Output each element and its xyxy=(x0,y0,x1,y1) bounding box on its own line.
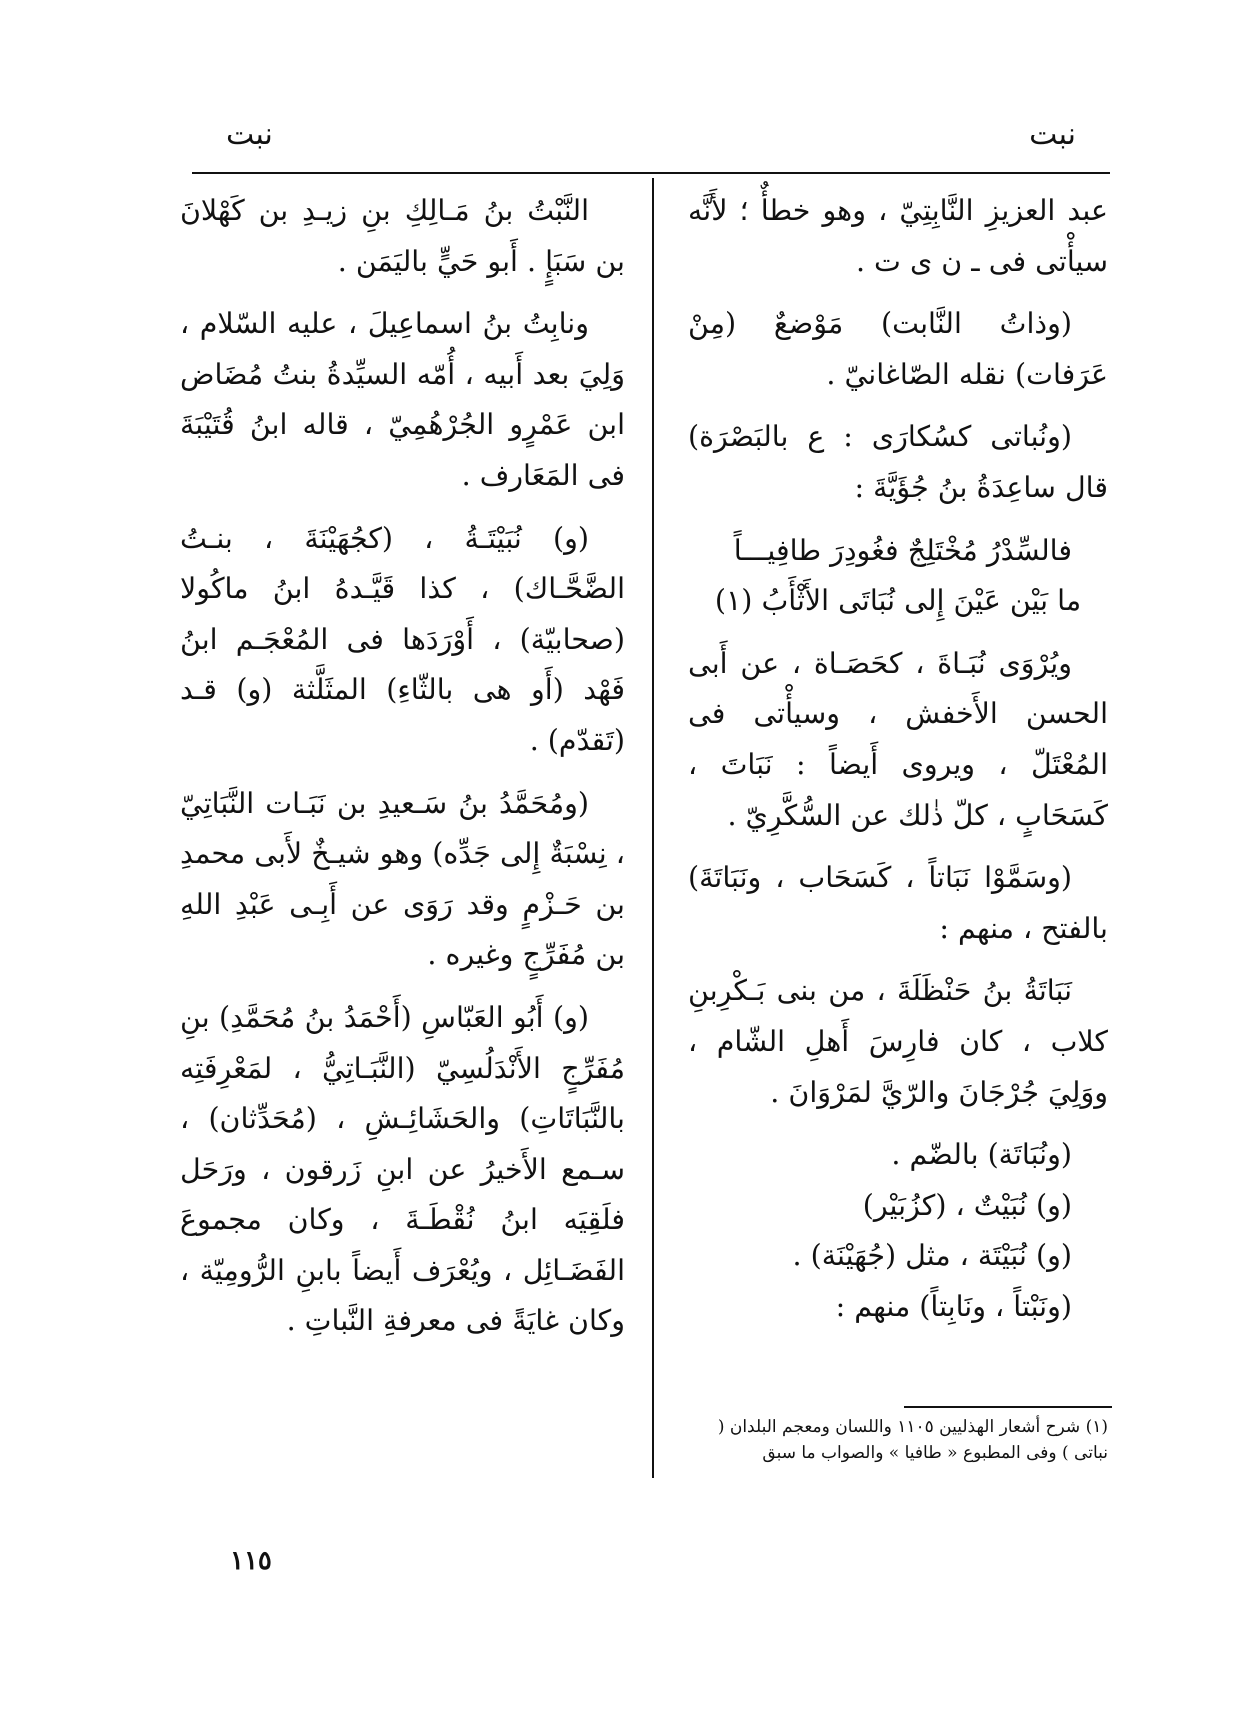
paragraph: ونابِتُ بنُ اسماعِيلَ ، عليه السّلام ، وَلِيَ بعد أَبيه ، أُمّه السيِّدةُ بنتُ مُضَاض ابن عَمْرٍو الجُرْهُمِيّ ، قاله ابنُ قُتَيْبَةَ فى المَعَارف . xyxy=(180,307,625,492)
paragraph: (و) أَبُو العَبّاسِ (أَحْمَدُ بنُ مُحَمَّدِ) بنِ مُفَرِّجٍ الأَنْدَلُسِيّ (النَّبَـاتِيُّ ، لمَعْرِفَتِه بالنَّبَاتَاتِ) والحَشَائِـشِ ، (مُحَدِّثان) ، سـمع الأَخيرُ عن ابنِ زَرقون ، ورَحَل فلَقِيَه ابنُ نُقْطَـةَ ، وكان مجموعَ الفَضَـائِل ، ويُعْرَف أَيضاً بابنِ الرُّومِيّة ، وكان غايَةً فى معرفةِ النَّباتِ . xyxy=(180,1000,625,1338)
right-column xyxy=(688,186,1108,1344)
paragraph: (ومُحَمَّدُ بنُ سَـعيدِ بن نَبَـات النَّبَاتِيّ ، نِسْبَةٌ إِلى جَدِّه) وهو شيـخٌ لأَبى محمدِ بن حَـزْمٍ وقد رَوَى عن أَبِـى عَبْدِ اللهِ بن مُفَرِّجٍ وغيره . xyxy=(180,786,625,972)
left-column xyxy=(180,186,625,1359)
header-rule xyxy=(192,172,1110,174)
paragraph: (وذاتُ النَّابت) مَوْضعٌ (مِنْ عَرَفات) نقله الصّاغانيّ . xyxy=(688,307,1108,391)
paragraph: ويُرْوَى نُبَـاةَ ، كحَصَـاة ، عن أَبى الحسن الأَخفش ، وسيأْتى فى المُعْتَلّ ، ويروى أَيضاً : نَبَاتَ ، كَسَحَابٍ ، كلّ ذٰلك عن السُّكَّرِيّ . xyxy=(688,646,1108,832)
paragraph: (ونُباتى كسُكارَى : ع بالبَصْرَة) قال ساعِدَةُ بنُ جُؤَيَّةَ : xyxy=(688,420,1108,504)
paragraph: عبد العزيزِ النَّابِتِيّ ، وهو خطأٌ ؛ لأَنَّه سيأْتى فى ـ ن ى ت . xyxy=(688,194,1108,278)
paragraph: (وسَمَّوْا نَبَاتاً ، كَسَحَاب ، ونَبَاتَةَ) بالفتح ، منهم : xyxy=(688,861,1108,945)
paragraph: نَبَاتَةُ بنُ حَنْظَلَةَ ، من بنى بَـكْرِبنِ كلاب ، كان فارِسَ أَهلِ الشّام ، ووَلِيَ جُرْجَانَ والرّيَّ لمَرْوَانَ . xyxy=(688,974,1108,1109)
column-separator xyxy=(652,178,654,1478)
paragraph: (و) نُبَيْتَة ، مثل (جُهَيْنَة) . xyxy=(792,1239,1072,1273)
verse-line: فالسِّدْرُ مُخْتَلِجٌ فغُودِرَ طافِيـــاً xyxy=(733,533,1072,567)
paragraph: (ونُبَاتَة) بالضّم . xyxy=(891,1138,1072,1172)
paragraph: (و) نُبَيْتٌ ، (كزُبَيْر) xyxy=(862,1188,1072,1222)
verse-line: ما بَيْن عَيْنَ إِلى نُبَاتَى الأَثْأَبُ (١) xyxy=(714,584,1082,618)
footnote: (١) شرح أشعار الهذليين ١١٠٥ واللسان ومعجم البلدان ( نباتى ) وفى المطبوع « طافيا » والصواب ما سبق xyxy=(717,1417,1108,1463)
paragraph: (و) نُبَيْتَـةُ ، (كجُهَيْنَةَ ، بنـتُ الضَّحَّـاك) ، كذا قَيَّـدهُ ابنُ ماكُولا (صحابيّة) ، أَوْرَدَها فى المُعْجَـم ابنُ فَهْد (أَو هى بالثّاءِ) المثَلَّثة (و) قـد (تَقدّم) . xyxy=(180,521,625,757)
paragraph: (ونَبْتاً ، ونَابِتاً) منهم : xyxy=(835,1289,1072,1323)
running-header-left: نبت xyxy=(226,117,273,152)
footnote-rule xyxy=(904,1406,1112,1408)
page-number: ١١٥ xyxy=(230,1546,272,1576)
paragraph: النَّبْتُ بنُ مَـالِكِ بنِ زيـدِ بن كَهْلانَ بن سَبَإٍ . أَبو حَيٍّ باليَمَن . xyxy=(180,194,625,278)
running-header-right: نبت xyxy=(1029,117,1076,152)
